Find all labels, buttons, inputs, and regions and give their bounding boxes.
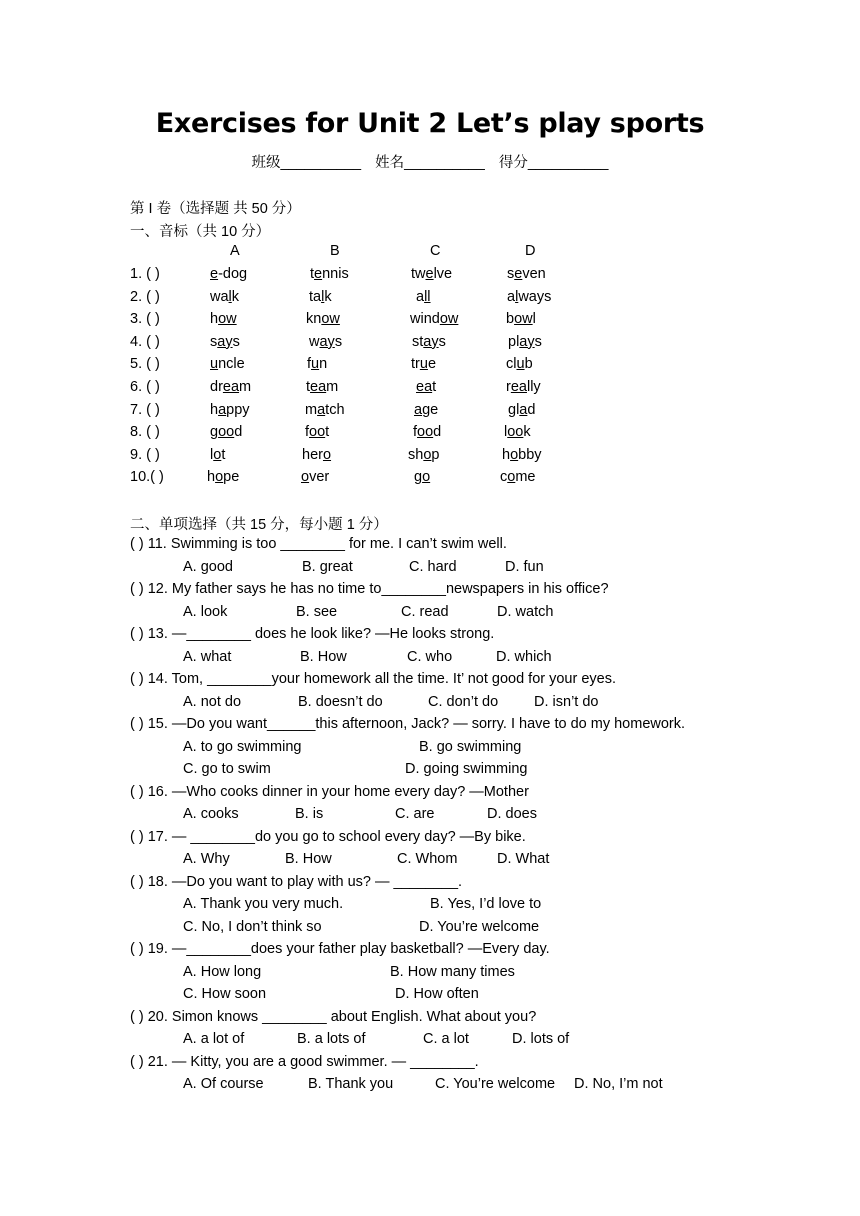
phonetic-option: club <box>506 356 533 373</box>
underlined-sound: ay <box>519 333 535 350</box>
question-number: 7. ( ) <box>130 401 160 418</box>
underlined-sound: o <box>322 446 332 463</box>
answer-option: B. How many times <box>390 963 515 980</box>
phonetic-option: talk <box>309 288 332 305</box>
question-text: ( ) 12. My father says he has no time to________newspapers in his office? <box>130 581 609 597</box>
answer-option: C. a lot <box>423 1031 469 1047</box>
phonetic-option: bowl <box>506 311 536 328</box>
phonetic-option: team <box>306 379 339 395</box>
answer-option: C. who <box>407 648 453 665</box>
question-text: ( ) 15. —Do you want______this afternoon, Jack? — sorry. I have to do my homework. <box>130 716 686 732</box>
phonetic-option: fun <box>307 356 328 373</box>
question-text: ( ) 17. — ________do you go to school every day? —By bike. <box>130 828 526 845</box>
answer-option: B. How <box>300 648 347 665</box>
answer-option: B. How <box>285 851 332 867</box>
question-text: ( ) 19. —________does your father play basketball? —Every day. <box>130 941 550 957</box>
phonetic-option: match <box>305 401 345 418</box>
phonetic-option: tennis <box>310 266 349 282</box>
underlined-sound: u <box>419 356 428 373</box>
underlined-sound: ea <box>416 379 433 395</box>
column-header: B <box>330 243 340 259</box>
phonetic-option: age <box>414 401 439 418</box>
underlined-sound: ay <box>217 333 233 350</box>
phonetic-option: e-dog <box>210 266 248 282</box>
underlined-sound: u <box>311 356 320 373</box>
question-number: 5. ( ) <box>130 356 160 373</box>
part-header: 第 I 卷（选择题 共 50 分） <box>130 201 301 217</box>
phonetic-option: hobby <box>502 446 542 463</box>
answer-option: D. which <box>496 648 552 665</box>
phonetic-option: all <box>416 288 431 305</box>
answer-option: C. How soon <box>183 986 267 1002</box>
answer-option: C. don’t do <box>428 693 499 710</box>
question-number: 4. ( ) <box>130 333 160 350</box>
column-header: D <box>525 243 536 259</box>
underlined-sound: o <box>510 446 519 463</box>
class-field: 班级__________ <box>251 155 362 171</box>
answer-option: B. great <box>302 558 353 575</box>
phonetic-option: ways <box>309 333 343 350</box>
column-header: A <box>230 243 240 259</box>
question-number: 2. ( ) <box>130 288 160 305</box>
phonetic-option: twelve <box>411 266 453 282</box>
phonetic-option: always <box>507 288 552 305</box>
underlined-sound: o <box>423 446 432 463</box>
answer-option: A. not do <box>183 693 242 710</box>
answer-option: A. what <box>183 648 232 665</box>
phonetic-option: eat <box>416 379 437 395</box>
question-text: ( ) 14. Tom, ________your homework all the time. It’ not good for your eyes. <box>130 671 617 687</box>
underlined-sound: l <box>321 288 325 305</box>
answer-option: D. going swimming <box>405 761 528 777</box>
phonetic-option: happy <box>210 401 250 418</box>
underlined-sound: ow <box>321 311 340 328</box>
answer-option: C. hard <box>409 558 457 575</box>
underlined-sound: u <box>210 356 219 373</box>
answer-option: D. No, I’m not <box>574 1076 663 1092</box>
phonetic-option: seven <box>507 266 546 282</box>
underlined-sound: ay <box>423 333 439 350</box>
underlined-sound: o <box>215 469 224 486</box>
phonetic-option: good <box>210 424 243 441</box>
answer-option: A. good <box>183 558 233 575</box>
answer-option: A. to go swimming <box>183 738 302 755</box>
question-number: 10.( ) <box>130 469 164 486</box>
phonetic-option: go <box>414 469 431 486</box>
phonetic-option: really <box>506 379 541 395</box>
answer-option: A. cooks <box>183 806 239 822</box>
phonetic-option: uncle <box>210 356 245 373</box>
answer-option: D. does <box>487 806 537 822</box>
name-field: 姓名__________ <box>375 155 485 171</box>
answer-option: D. isn’t do <box>534 693 599 710</box>
phonetic-option: glad <box>508 401 536 418</box>
answer-option: C. go to swim <box>183 761 271 777</box>
phonetic-option: know <box>306 311 340 328</box>
answer-option: D. watch <box>497 603 554 620</box>
answer-option: A. How long <box>183 963 262 980</box>
question-number: 9. ( ) <box>130 446 160 463</box>
answer-option: B. a lots of <box>297 1031 366 1047</box>
underlined-sound: a <box>414 401 423 418</box>
underlined-sound: ea <box>310 379 327 395</box>
answer-option: A. Thank you very much. <box>183 896 344 912</box>
column-header: C <box>430 243 441 259</box>
question-text: ( ) 13. —________ does he look like? —He looks strong. <box>130 626 495 642</box>
phonetic-option: walk <box>210 288 240 305</box>
answer-option: C. are <box>395 806 435 822</box>
phonetic-option: lot <box>210 446 226 463</box>
underlined-sound: ll <box>424 288 431 305</box>
underlined-sound: oo <box>417 424 434 441</box>
student-info <box>0 151 860 172</box>
answer-option: C. No, I don’t think so <box>183 918 322 935</box>
phonetic-option: stays <box>412 333 446 350</box>
underlined-sound: a <box>519 401 528 418</box>
answer-option: A. a lot of <box>183 1031 245 1047</box>
score-field: 得分__________ <box>498 155 609 171</box>
answer-option: B. doesn’t do <box>298 693 383 710</box>
underlined-sound: e <box>514 266 523 282</box>
answer-option: B. is <box>295 806 324 822</box>
underlined-sound: ay <box>319 333 335 350</box>
answer-option: C. You’re welcome <box>435 1076 556 1092</box>
answer-option: D. fun <box>505 558 544 575</box>
question-text: ( ) 11. Swimming is too ________ for me. I can’t swim well. <box>130 536 507 552</box>
underlined-sound: oo <box>309 424 326 441</box>
question-text: ( ) 20. Simon knows ________ about English. What about you? <box>130 1008 537 1025</box>
underlined-sound: ow <box>514 311 533 328</box>
phonetic-option: window <box>410 311 459 328</box>
section2-header: 二、单项选择（共 15 分，每小题 1 分） <box>130 517 388 533</box>
answer-option: C. Whom <box>397 851 458 867</box>
question-number: 8. ( ) <box>130 424 160 441</box>
phonetic-option: hope <box>207 469 240 486</box>
underlined-sound: o <box>301 469 310 486</box>
underlined-sound: o <box>422 469 431 486</box>
section1-header: 一、音标（共 10 分） <box>130 224 271 240</box>
phonetic-option: plays <box>508 333 542 350</box>
underlined-sound: ea <box>222 379 240 395</box>
underlined-sound: oo <box>507 424 524 441</box>
underlined-sound: ow <box>218 311 237 328</box>
question-text: ( ) 18. —Do you want to play with us? — ________. <box>130 873 463 890</box>
phonetic-option: shop <box>408 446 440 463</box>
answer-option: B. Thank you <box>308 1076 394 1092</box>
phonetic-option: says <box>210 333 240 350</box>
answer-option: A. Of course <box>183 1076 264 1092</box>
question-text: ( ) 16. —Who cooks dinner in your home every day? —Mother <box>130 783 529 800</box>
phonetic-option: over <box>301 469 330 486</box>
question-number: 3. ( ) <box>130 311 160 328</box>
phonetic-option: how <box>210 311 237 328</box>
answer-option: B. go swimming <box>419 738 522 755</box>
phonetic-option: look <box>504 424 531 441</box>
page-title: Exercises for Unit 2 Let’s play sports <box>155 108 705 139</box>
answer-option: D. You’re welcome <box>419 918 540 935</box>
question-text: ( ) 21. — Kitty, you are a good swimmer. — ________. <box>130 1053 479 1070</box>
underlined-sound: l <box>515 288 519 305</box>
underlined-sound: o <box>213 446 222 463</box>
answer-option: B. see <box>296 603 338 620</box>
answer-option: A. Why <box>183 851 230 867</box>
underlined-sound: oo <box>218 424 235 441</box>
underlined-sound: a <box>317 401 326 418</box>
phonetic-option: come <box>500 469 536 486</box>
underlined-sound: e <box>425 266 434 282</box>
phonetic-option: foot <box>305 424 330 441</box>
question-number: 6. ( ) <box>130 379 160 395</box>
underlined-sound: e <box>314 266 323 282</box>
underlined-sound: a <box>218 401 227 418</box>
phonetic-option: dream <box>210 379 252 395</box>
answer-option: D. lots of <box>512 1031 570 1047</box>
answer-option: B. Yes, I’d love to <box>430 896 542 912</box>
phonetic-option: food <box>413 424 442 441</box>
underlined-sound: l <box>228 288 232 305</box>
answer-option: A. look <box>183 603 228 620</box>
answer-option: C. read <box>401 603 449 620</box>
answer-option: D. What <box>497 851 550 867</box>
phonetic-option: hero <box>302 446 332 463</box>
underlined-sound: e <box>210 266 219 282</box>
phonetic-option: true <box>411 356 437 373</box>
underlined-sound: ow <box>439 311 459 328</box>
underlined-sound: u <box>516 356 525 373</box>
underlined-sound: ea <box>510 379 527 395</box>
underlined-sound: o <box>507 469 516 486</box>
answer-option: D. How often <box>395 986 479 1002</box>
question-number: 1. ( ) <box>130 266 160 282</box>
